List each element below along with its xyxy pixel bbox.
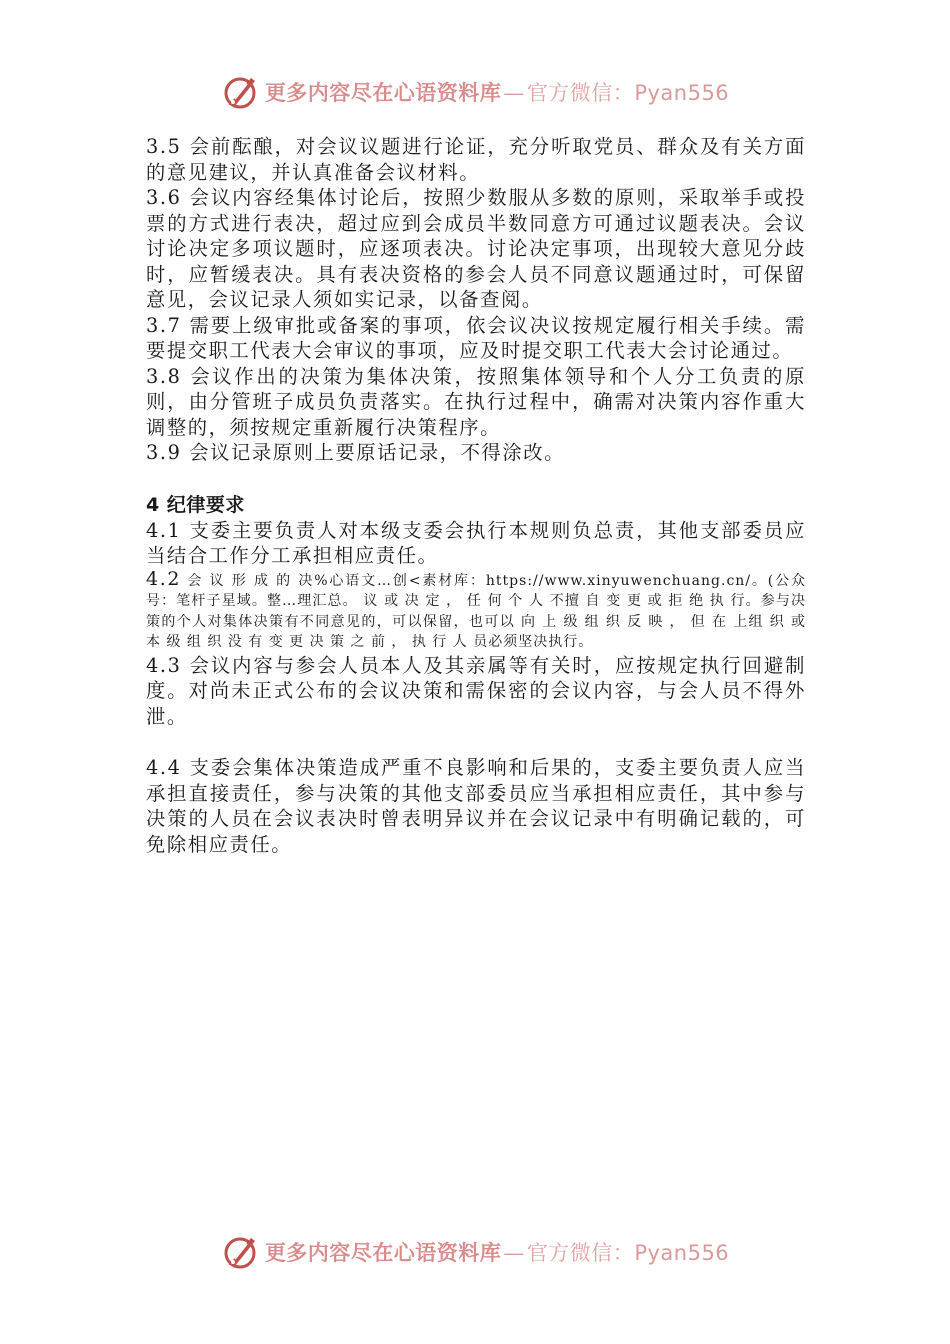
paragraph-3-8: 3.8 会议作出的决策为集体决策，按照集体领导和个人分工负责的原则，由分管班子成员负责落实。在执行过程中，确需对决策内容作重大调整的，须按规定重新履行决策程序。: [146, 364, 806, 439]
paragraph-4-2: [146, 569, 806, 653]
paragraph-3-7: 3.7 需要上级审批或备案的事项，依会议决议按规定履行相关手续。需要提交职工代表大会审议的事项，应及时提交职工代表大会讨论通过。: [146, 313, 806, 362]
paragraph-4-2-number: 4.2: [146, 567, 182, 590]
paragraph-3-5: 3.5 会前酝酿，对会议议题进行论证，充分听取党员、群众及有关方面的意见建议，并认真准备会议材料。: [146, 135, 806, 184]
section-4-heading: 4 纪律要求: [146, 493, 245, 516]
banner-wechat-label: 官方微信：: [526, 1241, 635, 1265]
footer-watermark-banner: [0, 1230, 950, 1274]
banner-text: [265, 77, 729, 107]
paragraph-4-4: 4.4 支委会集体决策造成严重不良影响和后果的，支委主要负责人应当承担直接责任，参与决策的其他支部委员应当承担相应责任，其中参与决策的人员在会议表决时曾表明异议并在会议记录中有明确记载的，可免除相应责任。: [146, 756, 806, 856]
banner-wechat-id: Pyan556: [634, 1241, 730, 1265]
banner-text: [265, 1237, 729, 1267]
banner-main-text: 更多内容尽在心语资料库: [264, 80, 502, 105]
banner-wechat-id: Pyan556: [634, 81, 730, 105]
banner-wechat-label: 官方微信：: [526, 81, 635, 105]
header-watermark-banner: [0, 70, 950, 114]
banner-main-text: 更多内容尽在心语资料库: [264, 1240, 502, 1265]
paragraph-4-1: 4.1 支委主要负责人对本级支委会执行本规则负总责，其他支部委员应当结合工作分工承担相应责任。: [146, 518, 806, 567]
quill-logo-icon: [221, 1232, 261, 1272]
paragraph-spacer: [146, 729, 806, 755]
paragraph-3-6: 3.6 会议内容经集体讨论后，按照少数服从多数的原则，采取举手或投票的方式进行表决，超过应到会成员半数同意方可通过议题表决。会议讨论决定多项议题时，应逐项表决。讨论决定事项，出现较大意见分歧时，应暂缓表决。具有表决资格的参会人员不同意议题通过时，可保留意见，会议记录人须如实记录，以备查阅。: [146, 186, 806, 311]
banner-dash: —: [503, 1241, 525, 1265]
quill-logo-icon: [221, 72, 261, 112]
paragraph-4-3: 4.3 会议内容与参会人员本人及其亲属等有关时，应按规定执行回避制度。对尚未正式公布的会议决策和需保密的会议内容，与会人员不得外泄。: [146, 653, 806, 728]
document-body: [146, 134, 806, 857]
paragraph-4-2-text: 会 议 形 成 的 决%心语文…创<素材库：https://www.xinyuwenchuang.cn/。(公众号：笔杆子星域。整…理汇总。 议 或 决 定 ， 任 何 个 人 不擅 自 变 更 或 拒 绝 执 行。参与决策的个人对集体决策有不同意见的，可以保留，也可以 向 上 级 组 织 反 映 ， 但 在 上组 织 或 本 级 组 织 没 有 变 更 决 策 之 前 ， 执 行 人 员必须坚决执行。: [146, 572, 806, 650]
paragraph-3-9: 3.9 会议记录原则上要原话记录，不得涂改。: [146, 441, 566, 464]
banner-dash: —: [503, 81, 525, 105]
